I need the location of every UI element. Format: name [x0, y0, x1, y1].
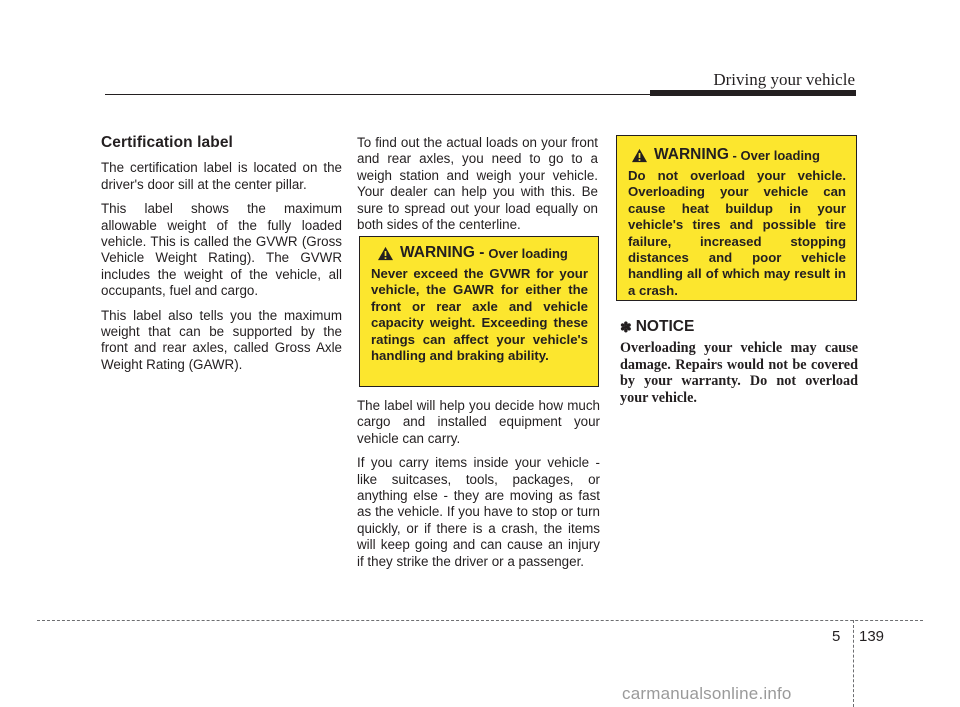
warning-header: [377, 244, 588, 262]
page-number: 139: [859, 628, 885, 645]
warning-triangle-icon: [377, 246, 394, 261]
header-accent-bar: [650, 90, 856, 96]
paragraph: This label also tells you the maximum weight that can be supported by the front and rear axles, called Gross Axle Weight Rating (GAWR).: [101, 307, 342, 372]
warning-triangle-icon: [631, 148, 648, 163]
paragraph: The certification label is located on the driver's door sill at the center pillar.: [101, 160, 342, 192]
paragraph: This label shows the maximum allowable weight of the fully loaded vehicle. This is called the GVWR (Gross Vehicle Weight Rating). The GVWR includes the weight of the vehicle, all occupants, fuel and cargo.: [101, 201, 342, 299]
warning-body: Do not overload your vehicle. Overloading your vehicle can cause heat buildup in your vehicle's tires and possible tire failure, increased stopping distances and poor vehicle handling all of which may result in a crash.: [628, 168, 846, 298]
column-middle-lower: [357, 398, 600, 578]
footer-divider: [853, 620, 854, 707]
column-left: [101, 135, 342, 381]
page-header-title: Driving your vehicle: [713, 70, 855, 89]
warning-box-overload: [616, 135, 857, 301]
notice-heading: [620, 318, 858, 336]
paragraph: The label will help you decide how much cargo and installed equipment your vehicle can carry.: [357, 398, 600, 446]
notice-block: [620, 318, 858, 406]
chapter-number: 5: [832, 628, 841, 645]
footer-rule: [37, 620, 923, 621]
warning-subtitle: - Over loading: [728, 147, 820, 163]
paragraph: To find out the actual loads on your front and rear axles, you need to go to a weigh station and weigh your vehicle. Your dealer can help you with this. Be sure to spread out your load equally on both sides of the centerline.: [357, 135, 598, 233]
warning-header: [631, 146, 846, 164]
column-middle: [357, 135, 598, 241]
warning-word: WARNING -: [400, 244, 485, 261]
warning-word: WARNING: [654, 146, 729, 163]
warning-subtitle: Over loading: [488, 245, 568, 261]
notice-body: Overloading your vehicle may cause damage. Repairs would not be covered by your warranty. Do not overload your vehicle.: [620, 340, 858, 406]
watermark: carmanualsonline.info: [622, 684, 792, 703]
section-heading: Certification label: [101, 134, 233, 151]
notice-title: NOTICE: [635, 318, 695, 335]
paragraph: If you carry items inside your vehicle - like suitcases, tools, packages, or anything else - they are moving as fast as the vehicle. If you have to stop or turn quickly, or if there is a crash, the items will keep going and can cause an injury if they strike the driver or a passenger.: [357, 455, 600, 569]
warning-box-gvwr: [359, 236, 599, 387]
notice-star-icon: ✽: [620, 318, 632, 335]
warning-body: Never exceed the GVWR for your vehicle, the GAWR for either the front or rear axle and vehicle capacity weight. Exceeding these ratings can affect your vehicle's handling and braking ability.: [371, 266, 588, 364]
